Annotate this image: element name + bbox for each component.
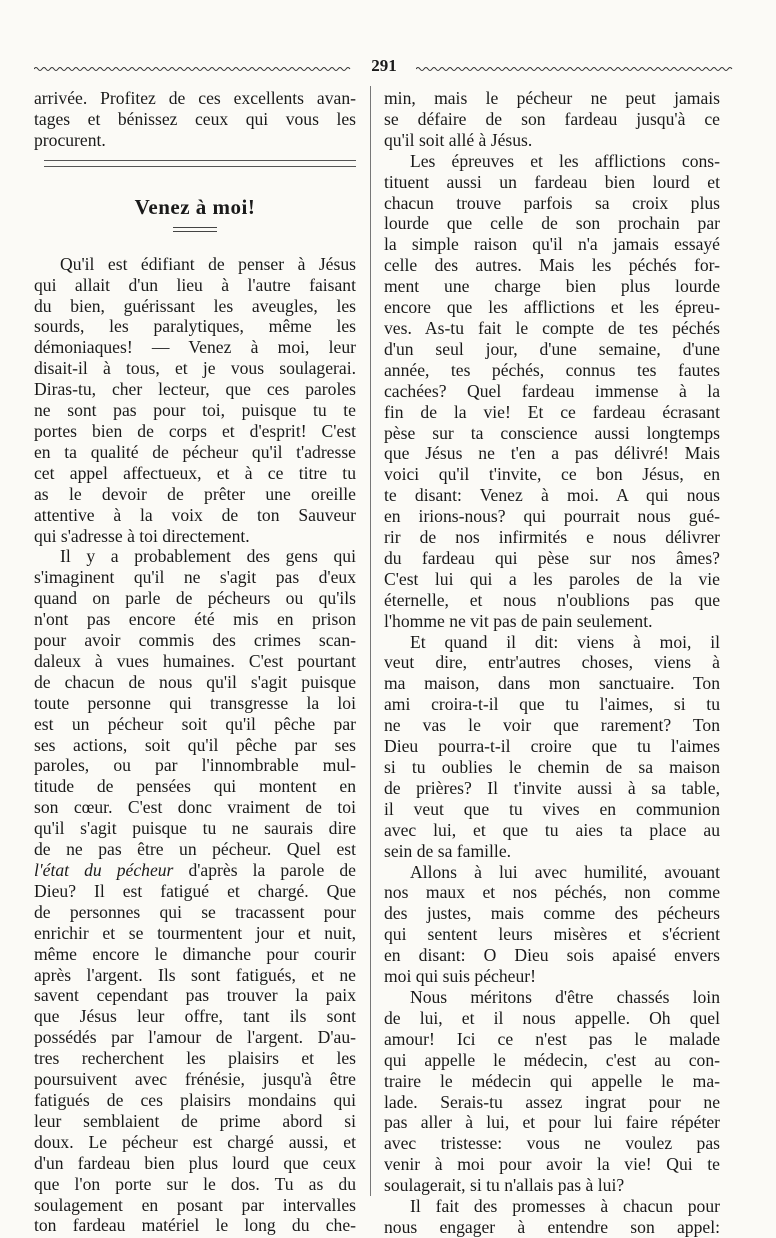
text-line: nos maux et nos péchés, non comme xyxy=(384,882,720,903)
header-wave-ornament-right xyxy=(416,66,734,72)
text-line: poursuivent avec frénésie, jusqu'à être xyxy=(34,1069,356,1090)
text-line: fin de la vie! Et ce fardeau écrasant xyxy=(384,401,720,422)
text-line: qui s'adresse à toi directement. xyxy=(34,525,250,546)
text-line: Allons à lui avec humilité, avouant xyxy=(410,861,720,882)
text-line: sein de sa famille. xyxy=(384,840,512,861)
text-line: portes bien de corps et d'esprit! C'est xyxy=(34,420,356,441)
text-line: tituent aussi un fardeau bien lourd et xyxy=(384,171,720,192)
italic-phrase: l'état du pécheur xyxy=(34,860,174,880)
text-line: de personnes qui se tracassent pour xyxy=(34,901,356,922)
text-line: éternelle, et nous n'oublions pas que xyxy=(384,589,720,610)
page-number: 291 xyxy=(371,56,397,75)
text-line: celle des autres. Mais les péchés for- xyxy=(384,255,720,276)
text-line: soulagement en posant par intervalles xyxy=(34,1194,356,1215)
text-line: ves. As-tu fait le compte de tes péchés xyxy=(384,317,720,338)
title-underline-rule xyxy=(173,227,217,232)
text-line: se défaire de son fardeau jusqu'à ce xyxy=(384,108,720,129)
text-line: s'imaginent qu'il ne s'agit pas d'eux xyxy=(34,567,356,588)
text-line: soulagerait, si tu n'allais pas à lui? xyxy=(384,1175,625,1196)
text-line: attentive à la voix de ton Sauveur xyxy=(34,504,356,525)
text-line: Dieu? Il est fatigué et chargé. Que xyxy=(34,880,356,901)
text-line: même encore le dimanche pour courir xyxy=(34,943,356,964)
text-line: amour! Ici ce n'est pas le malade xyxy=(384,1028,720,1049)
text-line: doux. Le pécheur est chargé aussi, et xyxy=(34,1131,356,1152)
text-line: que Jésus leur offre, tant ils sont xyxy=(34,1006,356,1027)
text-line: qu'il s'agit puisque tu ne saurais dire xyxy=(34,818,356,839)
text-line: des justes, mais comme des pécheurs xyxy=(384,903,720,924)
text-line: voici qu'il t'invite, ce bon Jésus, en xyxy=(384,464,720,485)
text-line: Qu'il est édifiant de penser à Jésus xyxy=(60,253,356,274)
text-line: est un pécheur soit qu'il pêche par xyxy=(34,713,356,734)
text-line-with-italic xyxy=(34,860,356,881)
text-line: chacun trouve parfois sa croix plus xyxy=(384,192,720,213)
text-line: d'un seul jour, d'une semaine, d'une xyxy=(384,338,720,359)
text-line: toute personne qui transgresse la loi xyxy=(34,692,356,713)
text-line: avec lui, et que tu aies ta place au xyxy=(384,819,720,840)
text-line: cet appel affectueux, et à ce titre tu xyxy=(34,462,356,483)
text-line: du fardeau qui pèse sur nos âmes? xyxy=(384,547,720,568)
text-line: Nous méritons d'être chassés loin xyxy=(410,986,720,1007)
text-line: fatigués de ces plaisirs mondains qui xyxy=(34,1089,356,1110)
text-line: de prières? Il t'invite aussi à sa table, xyxy=(384,777,720,798)
text-line: paroles, ou par l'innombrable mul- xyxy=(34,755,356,776)
text-line: d'un fardeau bien plus lourd que ceux xyxy=(34,1152,356,1173)
text-line: arrivée. Profitez de ces excellents avan- xyxy=(34,88,356,108)
text-line: en ta qualité de pécheur qu'il t'adresse xyxy=(34,441,356,462)
text-line: leur semblaient de prime abord si xyxy=(34,1110,356,1131)
text-line: Il fait des promesses à chacun pour xyxy=(410,1196,720,1217)
section-separator-rule xyxy=(44,160,356,167)
intro-paragraph xyxy=(34,88,356,151)
text-line: lade. Serais-tu assez ingrat pour ne xyxy=(384,1091,720,1112)
text-line: pour avoir commis des crimes scan- xyxy=(34,630,356,651)
text-line: pas aller à lui, et pour lui faire répéter xyxy=(384,1112,720,1133)
text-line: disait-il à tous, et je vous soulagerai. xyxy=(34,358,356,379)
text-line: ment une charge bien plus lourde xyxy=(384,276,720,297)
text-line: ses actions, soit qu'il pêche par ses xyxy=(34,734,356,755)
text-line: ma maison, dans mon sanctuaire. Ton xyxy=(384,673,720,694)
text-line: possédés par l'amour de l'argent. D'au- xyxy=(34,1027,356,1048)
text-line: de ne pas être un pécheur. Quel est xyxy=(34,839,356,860)
text-line: que Jésus ne t'en a pas délivré! Mais xyxy=(384,443,720,464)
text-line: en disant: O Dieu sois apaisé envers xyxy=(384,945,720,966)
text-line: savent cependant pas trouver la paix xyxy=(34,985,356,1006)
text-line: veut dire, entr'autres choses, viens à xyxy=(384,652,720,673)
text-line: année, tes péchés, connus tes fautes xyxy=(384,359,720,380)
text-line: Dieu pourra-t-il croire que tu l'aimes xyxy=(384,736,720,757)
text-line: traire le médecin qui appelle le ma- xyxy=(384,1070,720,1091)
text-line: Diras-tu, cher lecteur, que ces paroles xyxy=(34,379,356,400)
text-line: il veut que tu vives en communion xyxy=(384,798,720,819)
page-header xyxy=(34,56,734,78)
text-line: sourds, les paralytiques, même les xyxy=(34,316,356,337)
text-line: Et quand il dit: viens à moi, il xyxy=(410,631,720,652)
text-line: cachées? Quel fardeau immense à la xyxy=(384,380,720,401)
text-line: qui allait d'un lieu à l'autre faisant xyxy=(34,274,356,295)
text-line: en irions-nous? qui pourrait nous gué- xyxy=(384,506,720,527)
text-line: enrichir et se tourmentent jour et nuit, xyxy=(34,922,356,943)
text-line: n'ont pas encore été mis en prison xyxy=(34,609,356,630)
text-line: rir de nos infirmités e nous délivrer xyxy=(384,527,720,548)
text-line: as le devoir de prêter une oreille xyxy=(34,483,356,504)
text-fragment: d'après la parole de xyxy=(188,860,356,880)
text-line: procurent. xyxy=(34,129,106,150)
text-line: avec tristesse: vous ne voulez pas xyxy=(384,1133,720,1154)
text-line: ton fardeau matériel le long du che- xyxy=(34,1215,356,1236)
text-line: de lui, et il nous appelle. Oh quel xyxy=(384,1007,720,1028)
text-line: encore que les afflictions et les épreu- xyxy=(384,297,720,318)
text-line: ne sont pas pour toi, puisque tu te xyxy=(34,400,356,421)
text-line: nous engager à entendre son appel: xyxy=(384,1216,720,1237)
text-line: titude de pensées qui montent en xyxy=(34,776,356,797)
right-column xyxy=(384,88,720,1238)
text-line: qui sentent leurs misères et s'écrient xyxy=(384,924,720,945)
text-line: tages et bénissez ceux qui vous les xyxy=(34,108,356,129)
text-line: pèse sur ta conscience aussi longtemps xyxy=(384,422,720,443)
text-line: moi qui suis pécheur! xyxy=(384,966,536,987)
text-line: daleux à vues humaines. C'est pourtant xyxy=(34,650,356,671)
text-line: après l'argent. Ils sont fatigués, et ne xyxy=(34,964,356,985)
text-line: quand on parle de pécheurs ou qu'ils xyxy=(34,588,356,609)
text-line: Il y a probablement des gens qui xyxy=(60,546,356,567)
text-line: l'homme ne vit pas de pain seulement. xyxy=(384,610,653,631)
text-line: qui appelle le médecin, c'est au con- xyxy=(384,1049,720,1070)
text-line: ami croira-t-il que tu l'aimes, si tu xyxy=(384,694,720,715)
text-line: démoniaques! — Venez à moi, leur xyxy=(34,337,356,358)
text-line: de chacun de nous qu'il s'agit puisque xyxy=(34,671,356,692)
text-line: ne vas le voir que rarement? Ton xyxy=(384,715,720,736)
text-line: venir à moi pour avoir la vie! Qui te xyxy=(384,1154,720,1175)
text-line: qu'il soit allé à Jésus. xyxy=(384,129,533,150)
text-line: te disant: Venez à moi. A qui nous xyxy=(384,485,720,506)
text-line: lourde que celle de son prochain par xyxy=(384,213,720,234)
text-line: la simple raison qu'il n'a jamais essayé xyxy=(384,234,720,255)
text-line: son cœur. C'est donc vraiment de toi xyxy=(34,797,356,818)
text-line: tres recherchent les plaisirs et les xyxy=(34,1048,356,1069)
text-line: C'est lui qui a les paroles de la vie xyxy=(384,568,720,589)
text-line: du bien, guérissant les aveugles, les xyxy=(34,295,356,316)
text-line: Les épreuves et les afflictions cons- xyxy=(410,150,720,171)
left-column xyxy=(34,88,356,1236)
article-title: Venez à moi! xyxy=(134,194,256,219)
text-line: que l'on porte sur le dos. Tu as du xyxy=(34,1173,356,1194)
text-line: min, mais le pécheur ne peut jamais xyxy=(384,88,720,108)
text-line: si tu oublies le chemin de sa maison xyxy=(384,757,720,777)
column-divider xyxy=(370,86,371,1196)
article-body-left xyxy=(34,254,356,1237)
